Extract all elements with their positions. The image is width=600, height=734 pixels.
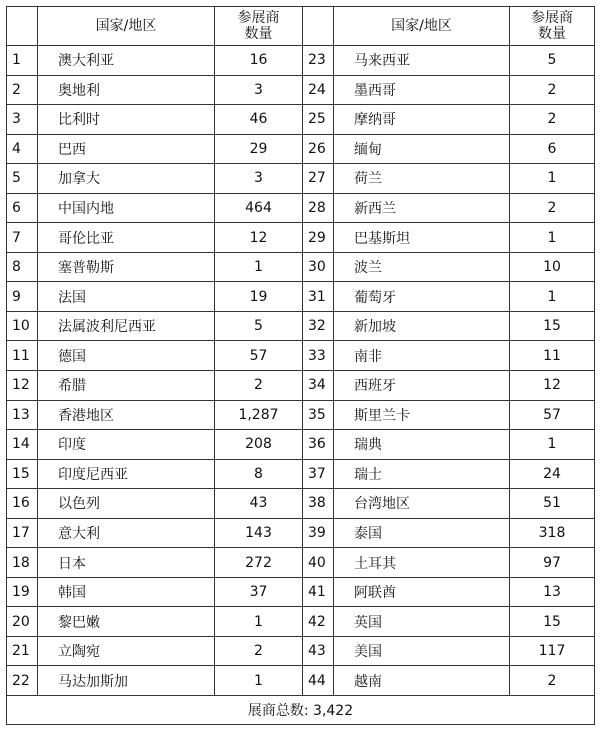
table-row bbox=[7, 134, 595, 164]
row-num-right: 26 bbox=[303, 134, 334, 164]
row-name-right: 新加坡 bbox=[334, 311, 510, 341]
row-num-left: 4 bbox=[7, 134, 38, 164]
header-count-line2: 数量 bbox=[538, 26, 566, 42]
table-row bbox=[7, 459, 595, 489]
row-count-right: 318 bbox=[510, 518, 595, 548]
row-num-right: 25 bbox=[303, 105, 334, 135]
row-name-left: 日本 bbox=[38, 548, 215, 578]
header-row bbox=[7, 7, 595, 46]
row-count-left: 272 bbox=[215, 548, 303, 578]
row-num-left: 5 bbox=[7, 164, 38, 194]
table-row bbox=[7, 548, 595, 578]
table-row bbox=[7, 105, 595, 135]
row-name-left: 马达加斯加 bbox=[38, 666, 215, 696]
header-count-line1: 参展商 bbox=[237, 10, 280, 26]
row-count-right: 11 bbox=[510, 341, 595, 371]
header-region-left: 国家/地区 bbox=[38, 7, 215, 46]
row-num-left: 11 bbox=[7, 341, 38, 371]
row-count-left: 1 bbox=[215, 607, 303, 637]
row-name-left: 以色列 bbox=[38, 489, 215, 519]
row-count-left: 3 bbox=[215, 75, 303, 105]
header-num-left bbox=[7, 7, 38, 46]
table-row bbox=[7, 311, 595, 341]
row-num-right: 29 bbox=[303, 223, 334, 253]
row-name-right: 台湾地区 bbox=[334, 489, 510, 519]
row-name-left: 哥伦比亚 bbox=[38, 223, 215, 253]
row-count-right: 1 bbox=[510, 430, 595, 460]
row-num-left: 12 bbox=[7, 371, 38, 401]
row-name-left: 法属波利尼西亚 bbox=[38, 311, 215, 341]
table-row bbox=[7, 400, 595, 430]
row-count-left: 2 bbox=[215, 636, 303, 666]
row-num-left: 13 bbox=[7, 400, 38, 430]
row-count-left: 29 bbox=[215, 134, 303, 164]
row-name-right: 英国 bbox=[334, 607, 510, 637]
row-num-left: 10 bbox=[7, 311, 38, 341]
row-count-left: 464 bbox=[215, 193, 303, 223]
row-count-right: 13 bbox=[510, 577, 595, 607]
row-name-left: 黎巴嫩 bbox=[38, 607, 215, 637]
table-row bbox=[7, 371, 595, 401]
row-num-right: 34 bbox=[303, 371, 334, 401]
exhibitor-table bbox=[6, 6, 595, 725]
row-name-right: 阿联酋 bbox=[334, 577, 510, 607]
row-num-right: 28 bbox=[303, 193, 334, 223]
row-num-left: 6 bbox=[7, 193, 38, 223]
row-count-right: 2 bbox=[510, 193, 595, 223]
row-count-right: 57 bbox=[510, 400, 595, 430]
row-name-right: 墨西哥 bbox=[334, 75, 510, 105]
row-count-right: 1 bbox=[510, 223, 595, 253]
row-name-right: 南非 bbox=[334, 341, 510, 371]
table-row bbox=[7, 430, 595, 460]
row-name-left: 德国 bbox=[38, 341, 215, 371]
table-row bbox=[7, 282, 595, 312]
row-num-left: 14 bbox=[7, 430, 38, 460]
row-num-right: 35 bbox=[303, 400, 334, 430]
row-num-right: 23 bbox=[303, 46, 334, 76]
table-row bbox=[7, 75, 595, 105]
row-name-right: 荷兰 bbox=[334, 164, 510, 194]
row-num-left: 21 bbox=[7, 636, 38, 666]
row-count-right: 2 bbox=[510, 666, 595, 696]
row-count-left: 143 bbox=[215, 518, 303, 548]
row-count-left: 46 bbox=[215, 105, 303, 135]
table-row bbox=[7, 607, 595, 637]
row-num-left: 18 bbox=[7, 548, 38, 578]
row-count-right: 1 bbox=[510, 282, 595, 312]
row-name-right: 越南 bbox=[334, 666, 510, 696]
row-num-left: 17 bbox=[7, 518, 38, 548]
header-count-line1: 参展商 bbox=[531, 10, 573, 26]
row-count-right: 1 bbox=[510, 164, 595, 194]
row-count-right: 2 bbox=[510, 105, 595, 135]
row-num-right: 24 bbox=[303, 75, 334, 105]
row-name-right: 斯里兰卡 bbox=[334, 400, 510, 430]
row-name-right: 摩纳哥 bbox=[334, 105, 510, 135]
row-name-right: 新西兰 bbox=[334, 193, 510, 223]
table-row bbox=[7, 636, 595, 666]
row-count-left: 43 bbox=[215, 489, 303, 519]
row-name-left: 中国内地 bbox=[38, 193, 215, 223]
row-count-left: 3 bbox=[215, 164, 303, 194]
row-count-right: 97 bbox=[510, 548, 595, 578]
row-count-left: 1 bbox=[215, 666, 303, 696]
table-row bbox=[7, 193, 595, 223]
row-name-right: 瑞士 bbox=[334, 459, 510, 489]
row-count-right: 15 bbox=[510, 607, 595, 637]
row-count-left: 12 bbox=[215, 223, 303, 253]
table-row bbox=[7, 518, 595, 548]
row-name-right: 马来西亚 bbox=[334, 46, 510, 76]
row-count-right: 24 bbox=[510, 459, 595, 489]
row-count-left: 57 bbox=[215, 341, 303, 371]
row-count-right: 15 bbox=[510, 311, 595, 341]
row-name-left: 塞普勒斯 bbox=[38, 252, 215, 282]
row-num-left: 7 bbox=[7, 223, 38, 253]
row-count-right: 6 bbox=[510, 134, 595, 164]
row-num-left: 19 bbox=[7, 577, 38, 607]
row-name-left: 澳大利亚 bbox=[38, 46, 215, 76]
row-name-right: 波兰 bbox=[334, 252, 510, 282]
row-count-right: 5 bbox=[510, 46, 595, 76]
row-num-left: 9 bbox=[7, 282, 38, 312]
row-num-right: 41 bbox=[303, 577, 334, 607]
row-name-left: 希腊 bbox=[38, 371, 215, 401]
row-count-right: 12 bbox=[510, 371, 595, 401]
row-name-right: 缅甸 bbox=[334, 134, 510, 164]
header-region-right: 国家/地区 bbox=[334, 7, 510, 46]
row-num-right: 39 bbox=[303, 518, 334, 548]
row-num-left: 8 bbox=[7, 252, 38, 282]
footer-row bbox=[7, 696, 595, 725]
row-num-left: 16 bbox=[7, 489, 38, 519]
row-count-right: 10 bbox=[510, 252, 595, 282]
row-count-right: 51 bbox=[510, 489, 595, 519]
row-name-right: 瑞典 bbox=[334, 430, 510, 460]
row-count-left: 37 bbox=[215, 577, 303, 607]
row-name-right: 泰国 bbox=[334, 518, 510, 548]
row-name-left: 香港地区 bbox=[38, 400, 215, 430]
row-count-left: 19 bbox=[215, 282, 303, 312]
row-name-left: 比利时 bbox=[38, 105, 215, 135]
table-row bbox=[7, 252, 595, 282]
row-num-right: 38 bbox=[303, 489, 334, 519]
row-name-left: 韩国 bbox=[38, 577, 215, 607]
row-name-left: 立陶宛 bbox=[38, 636, 215, 666]
table-row bbox=[7, 666, 595, 696]
row-name-right: 巴基斯坦 bbox=[334, 223, 510, 253]
row-num-right: 44 bbox=[303, 666, 334, 696]
row-count-left: 16 bbox=[215, 46, 303, 76]
header-count-right bbox=[510, 7, 595, 46]
header-count-line2: 数量 bbox=[244, 26, 273, 42]
row-num-right: 33 bbox=[303, 341, 334, 371]
row-num-left: 1 bbox=[7, 46, 38, 76]
row-num-right: 42 bbox=[303, 607, 334, 637]
row-name-left: 印度尼西亚 bbox=[38, 459, 215, 489]
row-num-right: 40 bbox=[303, 548, 334, 578]
row-num-left: 2 bbox=[7, 75, 38, 105]
table-row bbox=[7, 223, 595, 253]
row-num-right: 31 bbox=[303, 282, 334, 312]
row-name-right: 西班牙 bbox=[334, 371, 510, 401]
row-num-right: 37 bbox=[303, 459, 334, 489]
row-count-left: 5 bbox=[215, 311, 303, 341]
header-num-right bbox=[303, 7, 334, 46]
row-name-left: 奥地利 bbox=[38, 75, 215, 105]
row-num-right: 30 bbox=[303, 252, 334, 282]
exhibitor-table-container bbox=[6, 6, 594, 725]
row-num-right: 32 bbox=[303, 311, 334, 341]
table-row bbox=[7, 164, 595, 194]
row-count-left: 2 bbox=[215, 371, 303, 401]
row-num-left: 15 bbox=[7, 459, 38, 489]
table-row bbox=[7, 46, 595, 76]
row-num-right: 27 bbox=[303, 164, 334, 194]
row-count-left: 208 bbox=[215, 430, 303, 460]
row-name-left: 法国 bbox=[38, 282, 215, 312]
row-name-left: 印度 bbox=[38, 430, 215, 460]
table-row bbox=[7, 489, 595, 519]
row-count-right: 2 bbox=[510, 75, 595, 105]
row-num-right: 36 bbox=[303, 430, 334, 460]
total-exhibitors: 展商总数: 3,422 bbox=[7, 696, 595, 725]
row-name-left: 巴西 bbox=[38, 134, 215, 164]
row-count-left: 8 bbox=[215, 459, 303, 489]
row-count-left: 1,287 bbox=[215, 400, 303, 430]
table-body bbox=[7, 46, 595, 696]
table-row bbox=[7, 577, 595, 607]
row-name-left: 意大利 bbox=[38, 518, 215, 548]
row-name-right: 美国 bbox=[334, 636, 510, 666]
row-count-right: 117 bbox=[510, 636, 595, 666]
row-num-left: 3 bbox=[7, 105, 38, 135]
header-count-left bbox=[215, 7, 303, 46]
row-num-left: 20 bbox=[7, 607, 38, 637]
row-num-right: 43 bbox=[303, 636, 334, 666]
row-count-left: 1 bbox=[215, 252, 303, 282]
row-name-right: 葡萄牙 bbox=[334, 282, 510, 312]
table-row bbox=[7, 341, 595, 371]
row-num-left: 22 bbox=[7, 666, 38, 696]
row-name-left: 加拿大 bbox=[38, 164, 215, 194]
row-name-right: 土耳其 bbox=[334, 548, 510, 578]
